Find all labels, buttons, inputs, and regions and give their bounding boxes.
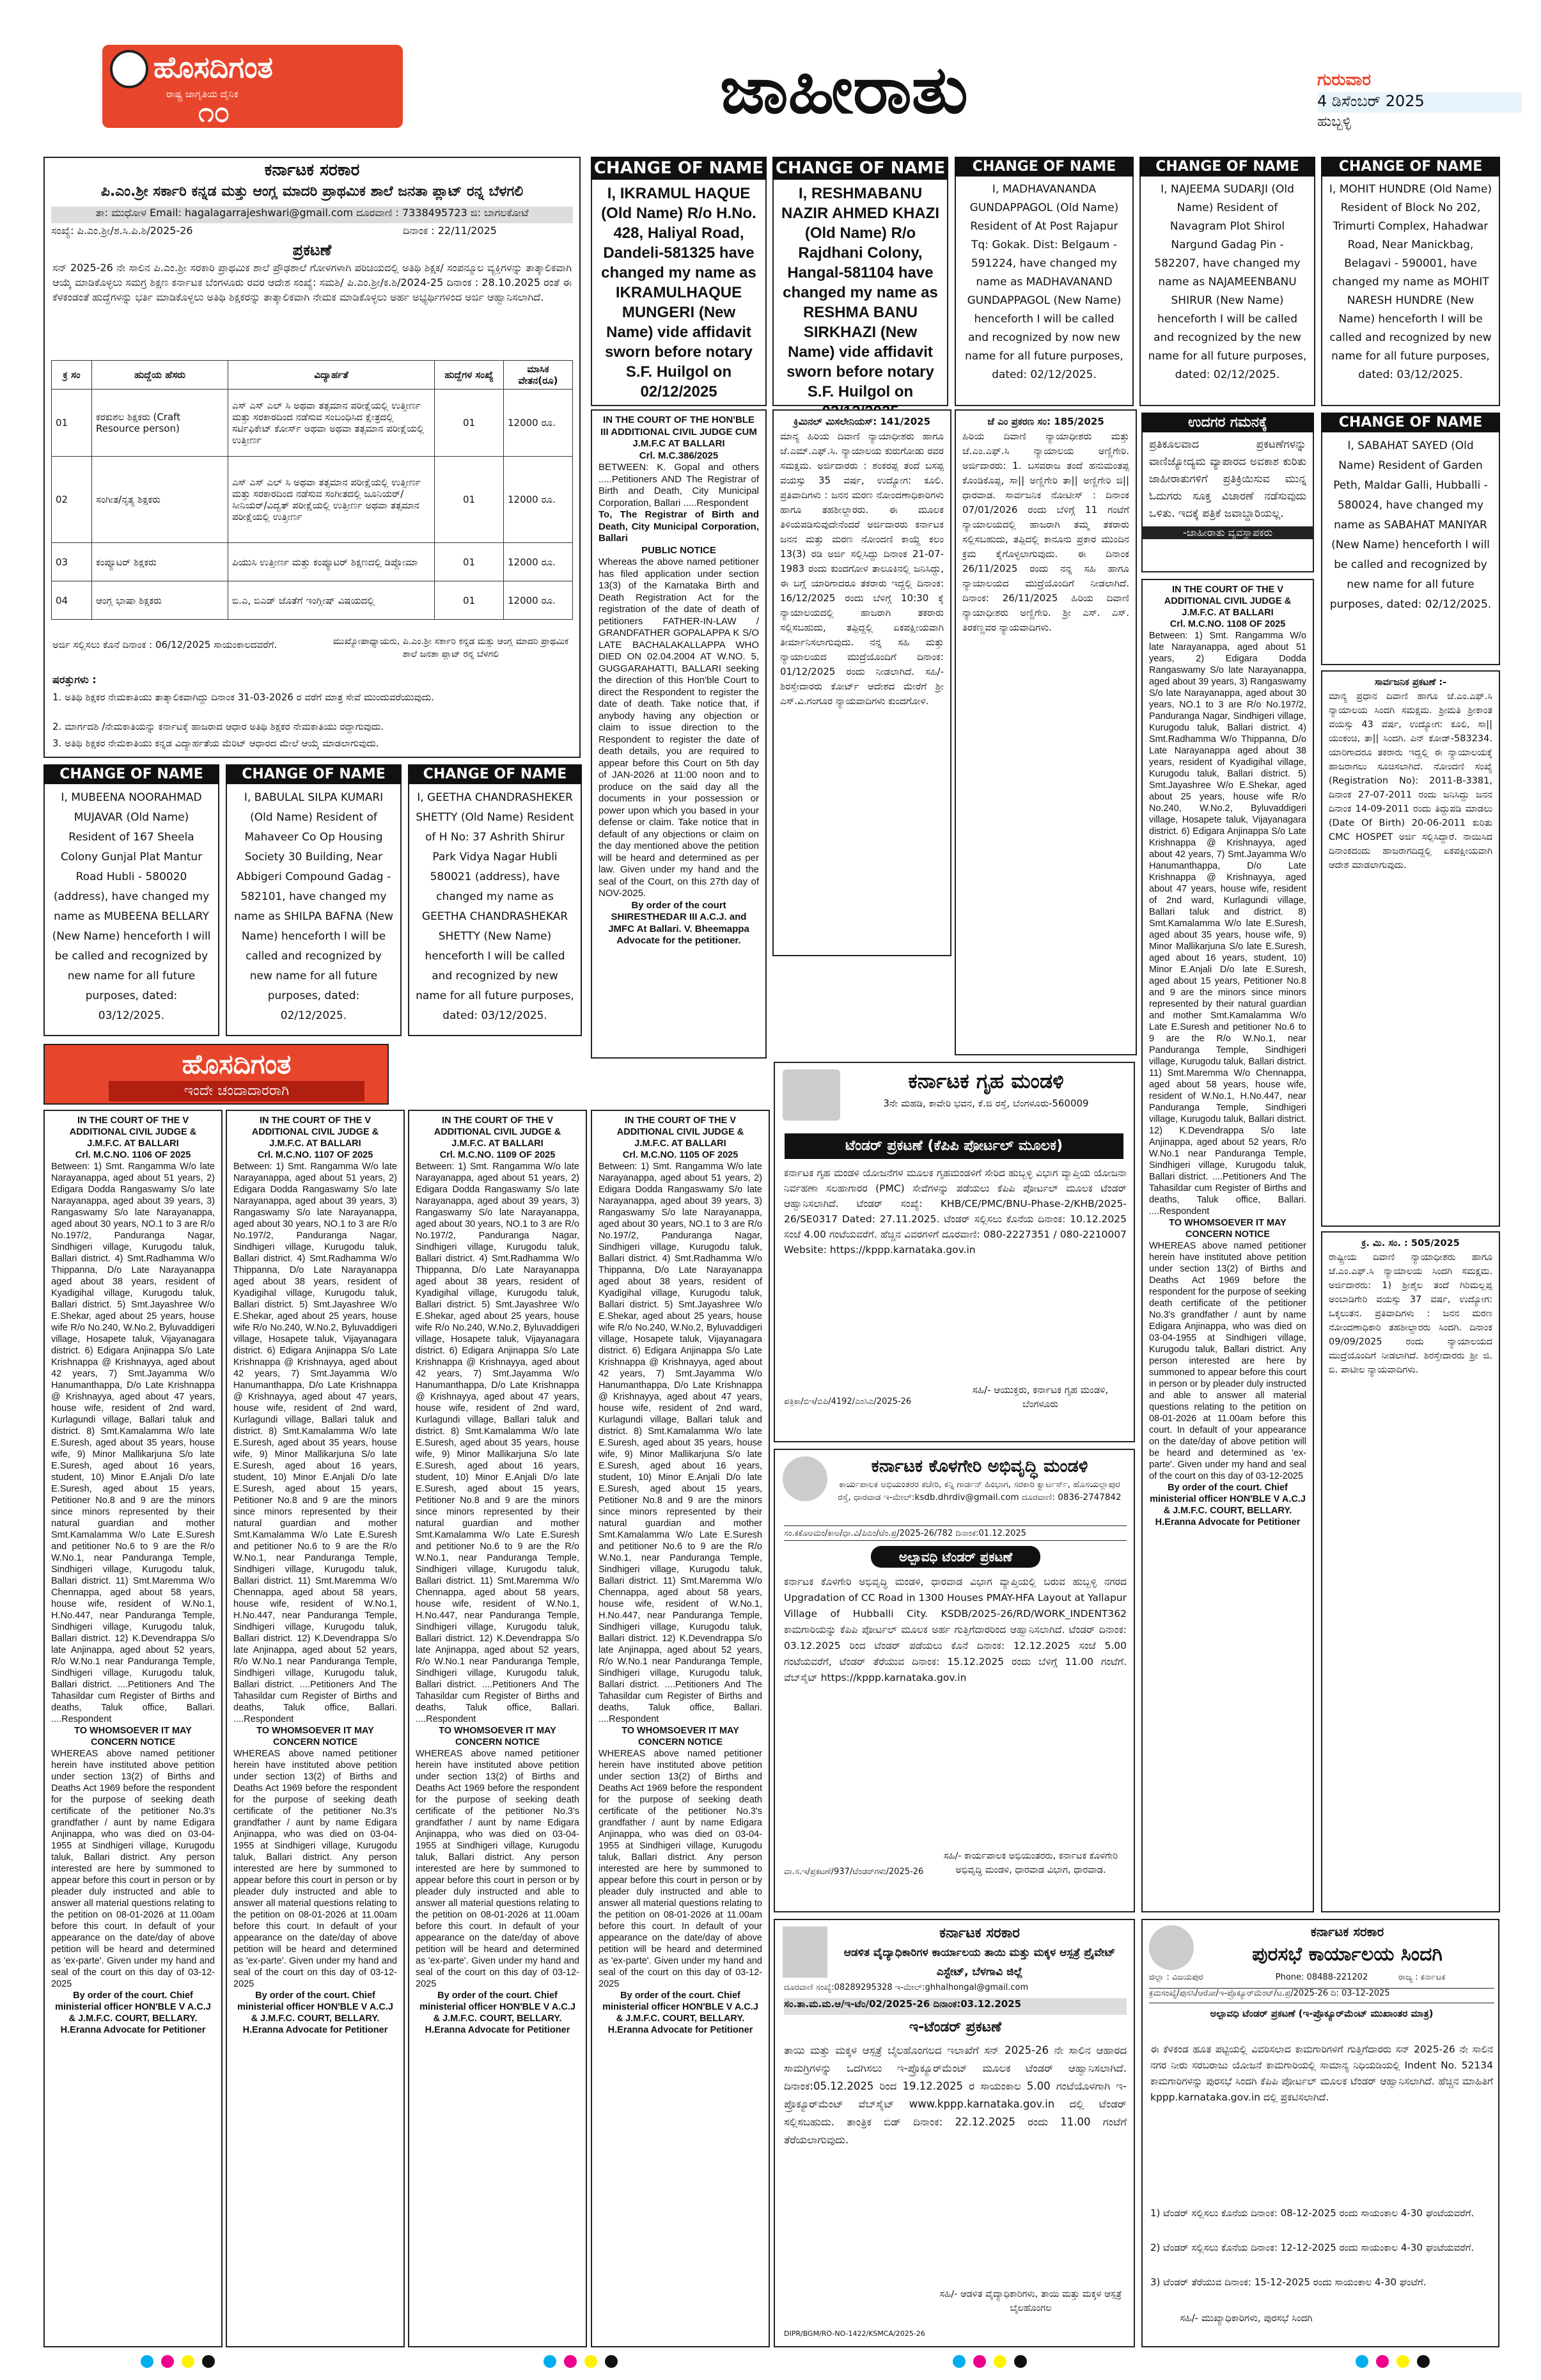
district: ಜಿಲ್ಲಾ : ವಿಜಯಪುರ: [1149, 1973, 1203, 1982]
cyan-dot: [953, 2355, 966, 2368]
col-post: ಹುದ್ದೆಯ ಹೆಸರು: [92, 361, 228, 390]
change-of-name-heading: CHANGE OF NAME: [226, 764, 402, 784]
notice-title: ಸಾರ್ವಜನಿಕ ಪ್ರಕಟಣೆ :-: [1374, 677, 1447, 688]
change-of-name-text: I, SABAHAT SAYED (Old Name) Resident of Garden Peth, Maldar Galli, Hubballi - 580024, have changed my name as SABAHAT MANIYAR (New Name) henceforth I will be called and recognized by new name for all future purposes, dated: 02/12/2025.: [1329, 439, 1492, 611]
change-of-name-6: [43, 764, 219, 1036]
v-addl-court-notice-5: IN THE COURT OF THE V ADDITIONAL CIVIL JUDGE & J.M.F.C. AT BALLARI Crl. M.C.NO. 1108 OF 2025 Between: 1) Smt. Rangamma W/o late Narayanappa, aged about 51 years, 2) Edigara Dodda Rangaswamy S/o late Narayanappa, aged about 39 years, 3) Rangaswamy S/o late Narayanappa, aged about 30 years, NO.1 to 3 are R/o No.197/2, Panduranga Nagar, Sindhigeri village, Kurugodu taluk, Ballari district. 4) Smt.Radhamma W/o Thippanna, D/o Late Narayanappa aged about 38 years, resident of Kyadigihal village, Kurugodu taluk, Ballari district. 5) Smt.Jayashree W/o E.Shekar, aged about 25 years, house wife R/o No.240, W.No.2, Byluvaddigeri village, Hosapete taluk, Vijayanagara district. 6) Edigara Anjinappa S/o Late Krishnappa @ Krishnayya, aged about 42 years, 7) Smt.Jayamma W/o Hanumanthappa, D/o Late Krishnappa @ Krishnayya, aged about 47 years, house wife, resident of 2nd ward, Kurlagundi village, Ballari taluk and district. 8) Smt.Kamalamma W/o late E.Suresh, aged about 35 years, house wife, 9) Minor Mallikarjuna S/o late E.Suresh, aged about 16 years, student, 10) Minor E.Anjali D/o late E.Suresh, aged about 15 years, Petitioner No.8 and 9 are the minors since minors represented by their natural guardian and mother Smt.Kamalamma W/o Late E.Suresh and petitioner No.6 to 9 are the R/o W.No.1, near Panduranga Temple, Sindhigeri village, Kurugodu taluk, Ballari district. 11) Smt.Maremma W/o Chennappa, aged about 58 years, house wife, resident of W.No.1, H.No.447, near Panduranga Temple, Sindhigeri village, Kurugodu taluk, Ballari district. 12) K.Devendrappa S/o late Anjinappa, aged about 52 years, R/o W.No.1 near Panduranga Temple, Sindhigeri village, Kurugodu taluk, Ballari district. ....Petitioners And The Tahasildar cum Register of Births and deaths, Taluk office, Ballari. ....Respondent TO WHOMSOEVER IT MAY CONCERN NOTICE WHEREAS above named petitioner herein have instituted above petition under section 13(2) of Births and Deaths Act 1969 before the respondent for the purpose of seeking death certificate of the petitioner No.3's grandfather / aunt by name Edigara Anjinappa, who was died on 03-04-1955 at Sindhigeri village, Kurugodu taluk, Ballari district. Any person interested are here by summoned to appear before this court in person or by pleader duly instructed and able to answer all material questions relating to the petition on 08-01-2026 at 11.00am before this court. In default of your appearance on the date/day of above petition will be heard and determined as 'ex-parte'. Given under my hand and seal of the court on this day of 03-12-2025 By order of the court. Chief ministerial officer HON'BLE V A.C.J & J.M.F.C. COURT, BELLARY. H.Eranna Advocate for Petitioner: [1141, 579, 1314, 1912]
tender-body: ಈ ಕೆಳಕಂಡ ಹೂತ ಪಟ್ಟಿಯಲ್ಲಿ ವಿವರಿಸಲಾದ ಕಾಮಗಾರಿಗಳಿಗೆ ಗುತ್ತಿಗೆದಾರರು ಸನ್ 2025-26 ನೇ ಸಾಲಿನ ನಗರ ನೀರು ಸರಬರಾಜು ಯೋಜನೆ ಕಾಮಗಾರಿಯಲ್ಲಿ ಸಾಮಾನ್ಯ ನಿಧಿಯಡಿಯಲ್ಲಿ Indent No. 52134 ಕಾಮಗಾರಿಗಳನ್ನು ಪುರಸಭೆ ಸಿಂದಗಿ ಕೆಪಿಪಿ ಪೋರ್ಟಲ್ ಮೂಲಕ ಟೆಂಡರ್ ಆಹ್ವಾನಿಸಲಾಗಿದೆ. ಹೆಚ್ಚಿನ ಮಾಹಿತಿಗೆ kppp.karnataka.gov.in ದಲ್ಲಿ ಪ್ರಕಟಿಸಲಾಗಿದೆ.: [1150, 2044, 1493, 2103]
black-dot: [1014, 2355, 1027, 2368]
readers-notice: [1141, 413, 1314, 572]
notice-title: ಕ್ರಿಮಿನಲ್ ಮಿಸಲೇನಿಯಸ್: 141/2025: [793, 416, 931, 427]
cyan-dot: [1356, 2355, 1368, 2368]
notice-date: ದಿನಾಂಕ : 22/11/2025: [403, 225, 497, 237]
tender-body: ಕರ್ನಾಟಕ ಕೊಳಗೇರಿ ಅಭಿವೃದ್ಧಿ ಮಂಡಳಿ, ಧಾರವಾಡ ವಿಭಾಗ ವ್ಯಾಪ್ತಿಯಲ್ಲಿ ಬರುವ ಹುಬ್ಬಳ್ಳಿ ನಗರದ Upgradation of CC Road in 1300 Houses PMAY-HFA Layout at Yallapur Village of Hubballi City. KSDB/2025-26/RD/WORK_INDENT362 ಕಾಮಗಾರಿಯನ್ನು ಕೆಪಿಪಿ ಪೋರ್ಟಲ್ ಮೂಲಕ ಅರ್ಹ ಗುತ್ತಿಗೆದಾರರಿಂದ ಆಹ್ವಾನಿಸಲಾಗಿದೆ. ಟೆಂಡರ್ ದಿನಾಂಕ: 03.12.2025 ರಿಂದ ಟೆಂಡರ್ ಪಡೆಯಲು ಕೊನೆ ದಿನಾಂಕ: 12.12.2025 ಸಂಜೆ 5.00 ಗಂಟೆಯವರೆಗೆ, ಟೆಂಡರ್ ತೆರೆಯುವ ದಿನಾಂಕ: 15.12.2025 ರಂದು ಬೆಳಿಗ್ಗೆ 11.00 ಗಂಟೆಗೆ. ವೆಬ್‌ಸೈಟ್ https://kppp.karnataka.gov.in: [784, 1576, 1127, 1683]
change-of-name-text: I, MADHAVANANDA GUNDAPPAGOL (Old Name) Resident of At Post Rajapur Tq: Gokak. Dist: Belgaum - 591224, have changed my name as MADHAVANAND GUNDAPPAGOL (New Name) henceforth I will be called and recognized by now new name for all future purposes, dated: 02/12/2025.: [965, 183, 1123, 381]
change-of-name-2: [772, 157, 948, 406]
magenta-dot: [564, 2355, 577, 2368]
org-name: ಕರ್ನಾಟಕ ಸರಕಾರ: [1310, 1924, 1384, 1939]
kn-right-notice-2: [1321, 1231, 1500, 1912]
sindagi-logo-icon: [1149, 1925, 1194, 1970]
tender-title: ಟೆಂಡರ್ ಪ್ರಕಟಣೆ (ಕೆಪಿಪಿ ಪೋರ್ಟಲ್ ಮೂಲಕ): [785, 1133, 1123, 1159]
notice-heading: ಪ್ರಕಟಣೆ: [292, 241, 332, 259]
page-number: ೧೦: [198, 96, 230, 129]
change-of-name-3: [955, 157, 1134, 406]
change-of-name-7: [226, 764, 402, 1036]
change-of-name-text: I, BABULAL SILPA KUMARI (Old Name) Resident of Mahaveer Co Op Housing Society 30 Building, Near Abbigeri Compound Gadag - 582101, have changed my name as SHILPA BAFNA (New Name) henceforth I will be called and recognized by new name for all future purposes, dated: 02/12/2025.: [233, 791, 394, 1022]
notice-body: ಮಾನ್ಯ ಹಿರಿಯ ದಿವಾಣಿ ನ್ಯಾಯಾಧೀಶರು ಹಾಗೂ ಜೆ.ಎಮ್.ಎಫ್.ಸಿ. ನ್ಯಾಯಾಲಯ ಕುರುಗೋಡು ರವರ ಸಮಕ್ಷಮ. ಅರ್ಜಿದಾರರು : ಶಂಕರಪ್ಪ ತಂದೆ ಬಸಪ್ಪ ವಯಸ್ಸು 35 ವರ್ಷ, ಉದ್ಯೋಗ: ಕೂಲಿ. ಪ್ರತಿವಾದಿಗಳು : ಜನನ ಮರಣ ನೋಂದಣಾಧಿಕಾರಿಗಳು ಹಾಗೂ ತಹಶೀಲ್ದಾರರು. ಈ ಮೂಲಕ ತಿಳಿಯಪಡಿಸುವುದೇನೆಂದರೆ ಅರ್ಜಿದಾರರು ಕರ್ನಾಟಕ ಜನನ ಮತ್ತು ಮರಣ ನೋಂದಣಿ ಕಾಯ್ದೆ ಕಲಂ 13(3) ರಡಿ ಅರ್ಜಿ ಸಲ್ಲಿಸಿದ್ದು ದಿನಾಂಕ 21-07-1983 ರಂದು ಕುಂದಗೋಳ ತಾಲೂಕಿನಲ್ಲಿ ಜನಿಸಿದ್ದು, ಈ ಬಗ್ಗೆ ಯಾರಿಗಾದರೂ ತಕರಾರು ಇದ್ದಲ್ಲಿ ದಿನಾಂಕ: 16/12/2025 ರಂದು ಬೆಳಿಗ್ಗೆ 10:30 ಕ್ಕೆ ನ್ಯಾಯಾಲಯದಲ್ಲಿ ಹಾಜರಾಗಿ ತಕರಾರು ಸಲ್ಲಿಸಬಹುದು, ತಪ್ಪಿದ್ದಲ್ಲಿ ಏಕಪಕ್ಷೀಯವಾಗಿ ತೀರ್ಮಾನಿಸಲಾಗುವುದು. ನನ್ನ ಸಹಿ ಮತ್ತು ನ್ಯಾಯಾಲಯದ ಮುದ್ರೆಯೊಂದಿಗೆ ದಿನಾಂಕ: 01/12/2025 ರಂದು ನೀಡಲಾಗಿದೆ. ಸಹಿ/- ಶಿರಸ್ತೇದಾರರು ಕೋರ್ಟ್ ಆದೇಶದ ಮೇರೆಗೆ ಶ್ರೀ ಎಸ್.ವಿ.ಗಂಗೂರ ನ್ಯಾಯವಾದಿಗಳು ಕುಂದಗೋಳ.: [780, 430, 944, 707]
registration-marks-3: [953, 2355, 1035, 2368]
notice-title: ಜೆ ಎಂ ಪ್ರಕರಣ ಸಂ: 185/2025: [987, 416, 1104, 427]
change-of-name-text: I, MUBEENA NOORAHMAD MUJAVAR (Old Name) Resident of 167 Sheela Colony Gunjal Plat Mantur Road Hubli - 580020 (address), have changed my name as MUBEENA BELLARY (New Name) henceforth I will be called and recognized by new name for all future purposes, dated: 03/12/2025.: [52, 791, 211, 1022]
notice-body: ಹಿರಿಯ ದಿವಾಣಿ ನ್ಯಾಯಾಧೀಶರು ಮತ್ತು ಜೆ.ಎಂ.ಎಫ್.ಸಿ ನ್ಯಾಯಾಲಯ ಅಣ್ಣಿಗೇರಿ. ಅರ್ಜಿದಾರರು: 1. ಬಸವರಾಜ ತಂದೆ ಹನುಮಂತಪ್ಪ ಕೊಂಡಿಕೊಪ್ಪ, ಸಾ|| ಅಣ್ಣಿಗೇರಿ ತಾ|| ಅಣ್ಣಿಗೇರಿ ಜಿ|| ಧಾರವಾಡ. ಸಾರ್ವಜನಿಕ ನೋಟೀಸ್ : ದಿನಾಂಕ 07/01/2026 ರಂದು ಬೆಳಿಗ್ಗೆ 11 ಗಂಟೆಗೆ ನ್ಯಾಯಾಲಯದಲ್ಲಿ ಹಾಜರಾಗಿ ತಮ್ಮ ತಕರಾರು ಸಲ್ಲಿಸಬಹುದು, ತಪ್ಪಿದಲ್ಲಿ ಕಾನೂನು ಪ್ರಕಾರ ಮುಂದಿನ ಕ್ರಮ ಕೈಗೊಳ್ಳಲಾಗುವುದು. ಈ ದಿನಾಂಕ 26/11/2025 ರಂದು ನನ್ನ ಸಹಿ ಹಾಗೂ ನ್ಯಾಯಾಲಯದ ಮುದ್ರೆಯೊಂದಿಗೆ ನೀಡಲಾಗಿದೆ. ದಿನಾಂಕ: 26/11/2025 ಹಿರಿಯ ದಿವಾಣಿ ನ್ಯಾಯಾಧೀಶರು ಅಣ್ಣಿಗೇರಿ. ಶ್ರೀ ಎಸ್. ಎಸ್. ತಿರಕಣ್ಣವರ ನ್ಯಾಯವಾದಿಗಳು.: [962, 430, 1129, 633]
court-name: IN THE COURT OF THE HON'BLE III ADDITIONAL CIVIL JUDGE CUM J.M.F.C AT BALLARI: [600, 414, 757, 449]
tender-title: ಅಲ್ಪಾವಧಿ ಟೆಂಡರ್ ಪ್ರಕಟಣೆ: [871, 1546, 1040, 1568]
tender-ref-2: ವಾ.ಸ.ಇ/ಪ್ರಕಟಣೆ/937/ಟೆಂಡರ್‌ಗಳು/2025-26: [784, 1867, 924, 1877]
slum-board-logo-icon: [783, 1456, 827, 1501]
section-title: ಜಾಹೀರಾತು: [720, 51, 968, 129]
govt-title: ಕರ್ನಾಟಕ ಸರಕಾರ: [264, 161, 360, 180]
masthead-title: ಹೊಸದಿಗಂತ: [153, 50, 273, 84]
yellow-dot: [994, 2355, 1006, 2368]
date-label: 4 ಡಿಸೆಂಬರ್ 2025: [1317, 92, 1522, 113]
change-of-name-heading: CHANGE OF NAME: [1321, 157, 1500, 177]
tender-sign: ಸಹಿ/- ಕಾರ್ಯಪಾಲಕ ಅಭಿಯಂತರರು, ಕರ್ನಾಟಕ ಕೊಳಗೇರಿ ಅಭಿವೃದ್ಧಿ ಮಂಡಳಿ, ಧಾರವಾಡ ವಿಭಾಗ, ಧಾರವಾಡ.: [943, 1851, 1118, 1875]
tender-sign: ಸಹಿ/- ಮುಖ್ಯಾಧಿಕಾರಿಗಳು, ಪುರಸಭೆ ಸಿಂದಗಿ: [1180, 2312, 1313, 2324]
notice-body: Whereas the above named petitioner has filed application under section 13(3) of the Karnataka Birth and Death Registration Act for the registration of the date of death of petitioners FATHER-IN-LAW / GRANDFATHER GOPALAPPA K S/O LATE BACHALAKALLAPPA WHO DIED ON 02.04.2004 AT W.NO. 5, GUGGARAHATTI, BALLARI seeking the direction of this Hon'ble Court to direct the Respondent to register the date of death. Take notice that, if anybody having any objection or claim to issue direction to the Respondent to register the date of death details, you are required to appear before this Court on 5th day of JAN-2026 at 11:00 noon and to produce on the said day all the documents in your possession or power upon which you based in your defense or claim. Take notice that in default of any objections or claim on the day mentioned above the petition will be heard and determined as per law. Given under my hand and the seal of the Court, on this 27th day of NOV-2025.: [598, 556, 759, 899]
org-name: ಕರ್ನಾಟಕ ಕೊಳಗೇರಿ ಅಭಿವೃದ್ಧಿ ಮಂಡಳಿ: [871, 1456, 1088, 1476]
org-name: ಕರ್ನಾಟಕ ಸರಕಾರ: [939, 1925, 1020, 1941]
table-row: 02 ಸಂಗೀತ/ನೃತ್ಯ ಶಿಕ್ಷಕರು ಎಸ್ ಎಸ್ ಎಲ್ ಸಿ ಅಥವಾ ತತ್ಸಮಾನ ಪರೀಕ್ಷೆಯಲ್ಲಿ ಉತ್ತೀರ್ಣ ಮತ್ತು ಸರಕಾರದಿಂದ ನಡೆಸುವ ಸಂಗೀತದಲ್ಲಿ ಜೂನಿಯರ್/ಸೀನಿಯರ್/ವಿದ್ವತ್ ಪರೀಕ್ಷೆಯಲ್ಲಿ ಉತ್ತೀರ್ಣ ಅಥವಾ ತತ್ಸಮಾನ ಪರೀಕ್ಷೆಯಲ್ಲಿ ಉತ್ತೀರ್ಣ 01 12000 ರೂ.: [52, 457, 573, 543]
last-date: ಅರ್ಜಿ ಸಲ್ಲಿಸಲು ಕೊನೆ ದಿನಾಂಕ : 06/12/2025 ಸಾಯಂಕಾಲದವರೆಗೆ.: [52, 639, 278, 650]
change-of-name-text: I, RESHMABANU NAZIR AHMED KHAZI (Old Name) R/o Rajdhani Colony, Hangal-581104 have changed my name as RESHMA BANU SIRKHAZI (New Name) vide affidavit sworn before notary S.F. Huilgol on: [781, 185, 940, 400]
tender-item-2: 2) ಟೆಂಡರ್ ಸಲ್ಲಿಸಲು ಕೊನೆಯ ದಿನಾಂಕ: 12-12-2025 ರಂದು ಸಾಯಂಕಾಲ 4-30 ಘಂಟೆಯವರೆಗೆ.: [1150, 2242, 1475, 2253]
promo-subtitle: ಇಂದೇ ಚಂದಾದಾರರಾಗಿ: [109, 1081, 364, 1101]
change-of-name-1: [591, 157, 767, 406]
ref-no: ಸಂಖ್ಯೆ: ಪಿ.ಎಂ.ಶ್ರೀ/ಶ.ಸಿ.ಪಿ.ಶಿ/2025-26: [51, 225, 193, 237]
change-of-name-5: [1321, 157, 1500, 406]
masthead-block: [102, 45, 403, 128]
v-addl-court-notice-4: IN THE COURT OF THE V ADDITIONAL CIVIL JUDGE & J.M.F.C. AT BALLARI Crl. M.C.NO. 1105 OF 2025 Between: 1) Smt. Rangamma W/o late Narayanappa, aged about 51 years, 2) Edigara Dodda Rangaswamy S/o late Narayanappa, aged about 39 years, 3) Rangaswamy S/o late Narayanappa, aged about 30 years, NO.1 to 3 are R/o No.197/2, Panduranga Nagar, Sindhigeri village, Kurugodu taluk, Ballari district. 4) Smt.Radhamma W/o Thippanna, D/o Late Narayanappa aged about 38 years, resident of Kyadigihal village, Kurugodu taluk, Ballari district. 5) Smt.Jayashree W/o E.Shekar, aged about 25 years, house wife R/o No.240, W.No.2, Byluvaddigeri village, Hosapete taluk, Vijayanagara district. 6) Edigara Anjinappa S/o Late Krishnappa @ Krishnayya, aged about 42 years, 7) Smt.Jayamma W/o Hanumanthappa, D/o Late Krishnappa @ Krishnayya, aged about 47 years, house wife, resident of 2nd ward, Kurlagundi village, Ballari taluk and district. 8) Smt.Kamalamma W/o late E.Suresh, aged about 35 years, house wife, 9) Minor Mallikarjuna S/o late E.Suresh, aged about 16 years, student, 10) Minor E.Anjali D/o late E.Suresh, aged about 15 years, Petitioner No.8 and 9 are the minors since minors represented by their natural guardian and mother Smt.Kamalamma W/o Late E.Suresh and petitioner No.6 to 9 are the R/o W.No.1, near Panduranga Temple, Sindhigeri village, Kurugodu taluk, Ballari district. 11) Smt.Maremma W/o Chennappa, aged about 58 years, house wife, resident of W.No.1, H.No.447, near Panduranga Temple, Sindhigeri village, Kurugodu taluk, Ballari district. 12) K.Devendrappa S/o late Anjinappa, aged about 52 years, R/o W.No.1 near Panduranga Temple, Sindhigeri village, Kurugodu taluk, Ballari district. ....Petitioners And The Tahasildar cum Register of Births and deaths, Taluk office, Ballari. ....Respondent TO WHOMSOEVER IT MAY CONCERN NOTICE WHEREAS above named petitioner herein have instituted above petition under section 13(2) of Births and Deaths Act 1969 before the respondent for the purpose of seeking death certificate of the petitioner No.3's grandfather / aunt by name Edigara Anjinappa, who was died on 03-04-1955 at Sindhigeri village, Kurugodu taluk, Ballari district. Any person interested are here by summoned to appear before this court in person or by pleader duly instructed and able to answer all material questions relating to the petition on 08-01-2026 at 11.00am before this court. In default of your appearance on the date/day of above petition will be heard and determined as 'ex-parte'. Given under my hand and seal of the court on this day of 03-12-2025 By order of the court. Chief ministerial officer HON'BLE V A.C.J & J.M.F.C. COURT, BELLARY. H.Eranna Advocate for Petitioner: [591, 1110, 770, 2347]
yellow-dot: [182, 2355, 194, 2368]
change-of-name-heading: CHANGE OF NAME: [43, 764, 219, 784]
note-1: 1. ಅತಿಥಿ ಶಿಕ್ಷಕರ ನೇಮಕಾತಿಯು ತಾತ್ಕಾಲಿಕವಾಗಿದ್ದು ದಿನಾಂಕ 31-03-2026 ರ ವರೆಗೆ ಮಾತ್ರ ಸೇವೆ ಮುಂದುವರೆಯುವುದು.: [52, 691, 434, 703]
tender-ref: ಕ್ರಮಸಂಖ್ಯೆ/ಪುಸಸಿ/ಆರೋ/ಇ-ಪ್ರೊಕ್ಯೂರ್‌ಮೆಂಟ್/ಟ.ಪ್ರ/2025-26 ದಿ: 03-12-2025: [1149, 1988, 1494, 2003]
change-of-name-heading: CHANGE OF NAME: [772, 157, 948, 180]
notice-body: ಮಾನ್ಯ ಪ್ರಧಾನ ದಿವಾಣಿ ಹಾಗೂ ಜೆ.ಎಂ.ಎಫ್.ಸಿ ನ್ಯಾಯಾಲಯ ಸಿಂದಗಿ ಸಮಕ್ಷಮ. ಶ್ರೀಮತಿ ಶ್ರೀಕಾಂತ ವಯಸ್ಸು 43 ವರ್ಷ, ಉದ್ಯೋಗ: ಕೂಲಿ, ಸಾ|| ಯಂಕಂಚಿ, ತಾ|| ಸಿಂದಗಿ. ಪಿನ್ ಕೋಡ್-583234. ಯಾರಿಗಾದರೂ ತಕರಾರು ಇದ್ದಲ್ಲಿ ಈ ನ್ಯಾಯಾಲಯಕ್ಕೆ ಹಾಜರಾಗಲು ಸೂಚಿಸಲಾಗಿದೆ. ನೋಂದಣಿ ಸಂಖ್ಯೆ (Registration No): 2011-B-3381, ದಿನಾಂಕ 27-07-2011 ರಂದು ಜನಿಸಿದ್ದು ಜನನ ದಿನಾಂಕ 14-09-2011 ರಂದು ತಿದ್ದುಪಡಿ ಮಾಡಲು (Date Of Birth) 20-06-2011 ಕುರಿತು CMC HOSPET ಅರ್ಜಿ ಸಲ್ಲಿಸಿದ್ದಾರೆ. ನಾಯಿಸಿದ ದಿನಾಂಕದಂದು ಹಾಜರಾಗದಿದ್ದಲ್ಲಿ ಏಕಪಕ್ಷೀಯವಾಗಿ ಆದೇಶ ಮಾಡಲಾಗುವುದು.: [1329, 691, 1492, 871]
change-of-name-text: I, NAJEEMA SUDARJI (Old Name) Resident of Navagram Plot Shirol Nargund Gadag Pin - 582207, have changed my name as NAJAMEENBANU SHIRUR (New Name) henceforth I will be called and recognized by the new name for all future purposes, dated: 02/12/2025.: [1148, 183, 1307, 381]
kn-court-notice-1: [772, 409, 951, 956]
magenta-dot: [973, 2355, 986, 2368]
col-count: ಹುದ್ದೆಗಳ ಸಂಖ್ಯೆ: [435, 361, 504, 390]
tender-title: ಅಲ್ಪಾವಧಿ ಟೆಂಡರ್ ಪ್ರಕಟಣೆ (ಇ-ಪ್ರೊಕ್ಯೂರ್‌ಮೆಂಟ್ ಮುಖಾಂತರ ಮಾತ್ರ): [1210, 2008, 1434, 2019]
school-contact: ತಾ: ಮುಧೋಳ Email: hagalagarrajeshwari@gmail.com ದೂರವಾಣಿ : 7338495723 ಜಿ: ಬಾಗಲಕೋಟೆ: [51, 207, 573, 223]
notice-body: ಸನ್ 2025-26 ನೇ ಸಾಲಿನ ಪಿ.ಎಂ.ಶ್ರೀ ಸರಕಾರಿ ಪ್ರಾಥಮಿಕ ಶಾಲೆ ಪ್ರೌಢಶಾಲೆ ಗೋಳಗಳಾಗಿ ಪರಿಚಿಯದಲ್ಲಿ ಅತಿಥಿ ಶಿಕ್ಷಕ/ ಸಂಪನ್ಮೂಲ ವ್ಯಕ್ತಿಗಳನ್ನು ತಾತ್ಕಾಲಿಕವಾಗಿ ಆಯ್ಕೆ ಮಾಡಿಕೊಳ್ಳಲು ಸಮಗ್ರ ಶಿಕ್ಷಣ ಕರ್ನಾಟಕ ಬೆಂಗಳೂರು ರವರ ಆದೇಶ ಸಂಖ್ಯೆ: ಸಮಶಿ/ ಪಿ.ಎಂ.ಶ್ರೀ/ಕ.ಶಿ/2024-25 ದಿನಾಂಕ : 28.10.2025 ರಂತೆ ಈ ಕೆಳಕಂಡಂತೆ ಹುದ್ದೆಗಳನ್ನು ಭರ್ತಿ ಮಾಡಿಕೊಳ್ಳಲು ಅತಿಥಿ ಶಿಕ್ಷಕರನ್ನು ತಾತ್ಕಾಲಿಕವಾಗಿ ನೇಮಕ ಮಾಡಿಕೊಳ್ಳಲು ಅರ್ಹ ಅಭ್ಯರ್ಥಿಗಳಿಂದ ಅರ್ಜಿ ಆಹ್ವಾನಿಸಲಾಗಿದೆ.: [52, 262, 572, 303]
slum-board-tender: [774, 1449, 1135, 1912]
school-name: ಪಿ.ಎಂ.ಶ್ರೀ ಸರ್ಕಾರಿ ಕನ್ನಡ ಮತ್ತು ಆಂಗ್ಲ ಮಾದರಿ ಪ್ರಾಥಮಿಕ ಶಾಲೆ ಜನತಾ ಪ್ಲಾಟ್ ರನ್ನ ಬೆಳಗಲಿ: [100, 184, 524, 200]
magenta-dot: [1376, 2355, 1389, 2368]
org-contact: ದೂರವಾಣಿ ಸಂಖ್ಯೆ:08289295328 ಇ-ಮೇಲ್:ghhalhongal@gmail.com: [784, 1983, 1029, 1992]
school-notice: [43, 157, 581, 758]
tender-ref: ಪತ್ರಿಕಾ/ಬಿಇ/ಬಿಪಿ/4192/ಎಂಸಿಎ/2025-26: [784, 1397, 912, 1407]
masthead-logo: [102, 45, 403, 128]
org-office: ಆಡಳಿತ ವೈದ್ಯಾಧಿಕಾರಿಗಳ ಕಾರ್ಯಾಲಯ ತಾಯಿ ಮತ್ತು ಮಕ್ಕಳ ಆಸ್ಪತ್ರೆ ಪ್ರೈವೇಟ್ ಎಸ್ಟೇಟ್, ಬೆಳಗಾವಿ ಜಿಲ್ಲೆ: [843, 1946, 1116, 1978]
change-of-name-heading: CHANGE OF NAME: [955, 157, 1134, 177]
org-office: ಪುರಸಭೆ ಕಾರ್ಯಾಲಯ ಸಿಂದಗಿ: [1252, 1943, 1443, 1966]
health-dept-tender: [774, 1919, 1135, 2347]
tender-item-1: 1) ಟೆಂಡರ್ ಸಲ್ಲಿಸಲು ಕೊನೆಯ ದಿನಾಂಕ: 08-12-2025 ರಂದು ಸಾಯಂಕಾಲ 4-30 ಘಂಟೆಯವರೆಗೆ.: [1150, 2207, 1475, 2219]
posts-table: [51, 360, 573, 629]
readers-notice-footer: -ಜಾಹೀರಾತು ವ್ಯವಸ್ಥಾಪಕರು: [1143, 526, 1313, 539]
change-of-name-heading: CHANGE OF NAME: [1321, 413, 1500, 432]
ballari-court-notice: [591, 409, 767, 1059]
note-2: 2. ಮಾರ್ಗದಶಿ /ನೇಮಕಾತಿಯನ್ನು ಕರ್ನಾಟಕ್ಕೆ ಹಾಜರಾದ ಆಧಾರ ಅತಿಥಿ ಶಿಕ್ಷಕರ ನೇಮಕಾತಿಯು ರದ್ದಾಗುವುದು.: [52, 721, 384, 732]
promo-banner: [43, 1044, 389, 1105]
notice-sign: By order of the court SHIRESTHEDAR III A.C.J. and JMFC At Ballari. V. Bheemappa Advocate for the petitioner.: [608, 899, 749, 946]
col-no: ಕ್ರ ಸಂ: [52, 361, 92, 390]
black-dot: [202, 2355, 215, 2368]
kn-right-notice-1: [1321, 670, 1500, 1227]
housing-board-logo-icon: [783, 1069, 840, 1121]
registration-marks-2: [544, 2355, 625, 2368]
case-number: Crl. M.C.386/2025: [639, 450, 719, 461]
tender-item-3: 3) ಟೆಂಡರ್ ತೆರೆಯುವ ದಿನಾಂಕ: 15-12-2025 ರಂದು ಸಾಯಂಕಾಲ 4-30 ಘಂಟೆಗೆ.: [1150, 2276, 1427, 2288]
notice-title: ಕ್ರ. ಮಿ. ಸಂ. : 505/2025: [1361, 1238, 1460, 1249]
org-address: 3ನೇ ಮಹಡಿ, ಕಾವೇರಿ ಭವನ, ಕೆ.ಜಿ ರಸ್ತೆ, ಬೆಂಗಳೂರು-560009: [883, 1098, 1089, 1109]
sindagi-tender: [1141, 1919, 1499, 2347]
magenta-dot: [161, 2355, 174, 2368]
housing-board-tender: [774, 1062, 1135, 1442]
change-of-name-sabahat: [1321, 413, 1500, 665]
case-parties: BETWEEN: K. Gopal and others .....Petitioners AND The Registrar of Birth and Death, City Municipal Corporation, Ballari .....Respondent: [598, 462, 759, 508]
registration-marks-1: [141, 2355, 223, 2368]
registration-marks-4: [1356, 2355, 1437, 2368]
cyan-dot: [141, 2355, 153, 2368]
signatory: ಮುಖ್ಯೋಪಾಧ್ಯಾಯರು, ಪಿ.ಎಂ.ಶ್ರೀ ಸರ್ಕಾರಿ ಕನ್ನಡ ಮತ್ತು ಆಂಗ್ಲ ಮಾದರಿ ಪ್ರಾಥಮಿಕ ಶಾಲೆ ಜನತಾ ಪ್ಲಾಟ್ ರನ್ನ ಬೆಳಗಲಿ: [332, 636, 569, 659]
day-label: ಗುರುವಾರ: [1317, 70, 1371, 90]
change-of-name-4: [1139, 157, 1315, 406]
notes-title: ಷರತ್ತುಗಳು :: [52, 674, 97, 686]
org-name: ಕರ್ನಾಟಕ ಗೃಹ ಮಂಡಳಿ: [908, 1069, 1064, 1093]
kn-court-notice-2: [955, 409, 1137, 1055]
black-dot: [605, 2355, 618, 2368]
org-address: ಕಾರ್ಯಪಾಲಕ ಅಭಿಯಂತರರ ಕಚೇರಿ, ಕನ್ನಿ ಗಾರ್ಡನ್ ಹಿಂಭಾಗ, ಸರಕಾರಿ ಕ್ವಾರ್ಟರ್ಸ್, ಹೊಸಯಲ್ಲಾಪುರ ರಸ್ತೆ, ಧಾರವಾಡ ಇ-ಮೇಲ್:ksdb.dhrdiv@gmail.com ದೂರವಾಣಿ: 0836-2747842: [838, 1479, 1122, 1502]
masthead-tagline: ರಾಷ್ಟ್ರ ಜಾಗೃತಿಯ ದೈನಿಕ: [166, 88, 239, 100]
change-of-name-heading: CHANGE OF NAME: [1139, 157, 1315, 177]
change-of-name-text: I, MOHIT HUNDRE (Old Name) Resident of Block No 202, Trimurti Complex, Hahadwar Road, Near Manickbag, Belagavi - 590001, have changed my name as MOHIT NARESH HUNDRE (New Name) henceforth I will be called and recognized by new name for all future purposes, dated: 03/12/2025.: [1329, 183, 1492, 381]
readers-notice-title: ಉದಗರ ಗಮನಕ್ಕೆ: [1141, 413, 1314, 432]
black-dot: [1417, 2355, 1430, 2368]
logo-emblem-icon: [110, 50, 148, 88]
table-row: 03 ಕಂಪ್ಯೂಟರ್ ಶಿಕ್ಷಕರು ಪಿಯುಸಿ ಉತ್ತೀರ್ಣ ಮತ್ತು ಕಂಪ್ಯೂಟರ್ ಶಿಕ್ಷಣದಲ್ಲಿ ಡಿಪ್ಲೋಮಾ 01 12000 ರೂ.: [52, 543, 573, 581]
col-qual: ವಿದ್ಯಾರ್ಹತೆ: [228, 361, 435, 390]
note-3: 3. ಅತಿಥಿ ಶಿಕ್ಷಕರ ನೇಮಕಾತಿಯು ಕನ್ನಡ ವಿದ್ಯಾರ್ಹತೆಯ ಮೆರಿಟ್ ಆಧಾರದ ಮೇಲೆ ಆಯ್ಕೆ ಮಾಡಲಾಗುವುದು.: [52, 737, 379, 749]
v-addl-court-notice-2: IN THE COURT OF THE V ADDITIONAL CIVIL JUDGE & J.M.F.C. AT BALLARI Crl. M.C.NO. 1107 OF 2025 Between: 1) Smt. Rangamma W/o late Narayanappa, aged about 51 years, 2) Edigara Dodda Rangaswamy S/o late Narayanappa, aged about 39 years, 3) Rangaswamy S/o late Narayanappa, aged about 30 years, NO.1 to 3 are R/o No.197/2, Panduranga Nagar, Sindhigeri village, Kurugodu taluk, Ballari district. 4) Smt.Radhamma W/o Thippanna, D/o Late Narayanappa aged about 38 years, resident of Kyadigihal village, Kurugodu taluk, Ballari district. 5) Smt.Jayashree W/o E.Shekar, aged about 25 years, house wife R/o No.240, W.No.2, Byluvaddigeri village, Hosapete taluk, Vijayanagara district. 6) Edigara Anjinappa S/o Late Krishnappa @ Krishnayya, aged about 42 years, 7) Smt.Jayamma W/o Hanumanthappa, D/o Late Krishnappa @ Krishnayya, aged about 47 years, house wife, resident of 2nd ward, Kurlagundi village, Ballari taluk and district. 8) Smt.Kamalamma W/o late E.Suresh, aged about 35 years, house wife, 9) Minor Mallikarjuna S/o late E.Suresh, aged about 16 years, student, 10) Minor E.Anjali D/o late E.Suresh, aged about 15 years, Petitioner No.8 and 9 are the minors since minors represented by their natural guardian and mother Smt.Kamalamma W/o Late E.Suresh and petitioner No.6 to 9 are the R/o W.No.1, near Panduranga Temple, Sindhigeri village, Kurugodu taluk, Ballari district. 11) Smt.Maremma W/o Chennappa, aged about 58 years, house wife, resident of W.No.1, H.No.447, near Panduranga Temple, Sindhigeri village, Kurugodu taluk, Ballari district. 12) K.Devendrappa S/o late Anjinappa, aged about 52 years, R/o W.No.1 near Panduranga Temple, Sindhigeri village, Kurugodu taluk, Ballari district. ....Petitioners And The Tahasildar cum Register of Births and deaths, Taluk office, Ballari. ....Respondent TO WHOMSOEVER IT MAY CONCERN NOTICE WHEREAS above named petitioner herein have instituted above petition under section 13(2) of Births and Deaths Act 1969 before the respondent for the purpose of seeking death certificate of the petitioner No.3's grandfather / aunt by name Edigara Anjinappa, who was died on 03-04-1955 at Sindhigeri village, Kurugodu taluk, Ballari district. Any person interested are here by summoned to appear before this court in person or by pleader duly instructed and able to answer all material questions relating to the petition on 08-01-2026 at 11.00am before this court. In default of your appearance on the date/day of above petition will be heard and determined as 'ex-parte'. Given under my hand and seal of the court on this day of 03-12-2025 By order of the court. Chief ministerial officer HON'BLE V A.C.J & J.M.F.C. COURT, BELLARY. H.Eranna Advocate for Petitioner: [226, 1110, 405, 2347]
tender-ref: ಸಂ.ತಾ.ಮ.ಮ.ಆ/ಇ-ಟೆಂ/02/2025-26 ದಿನಾಂಕ:03.12.2025: [784, 1998, 1127, 2015]
tender-sign: ಸಹಿ/- ಆಯುಕ್ತರು, ಕರ್ನಾಟಕ ಗೃಹ ಮಂಡಳಿ, ಬೆಂಗಳೂರು: [972, 1384, 1109, 1410]
change-of-name-heading: CHANGE OF NAME: [591, 157, 767, 180]
tender-ref: ಸಂ.ಕಕೊಅಮಂ/ಕಾಅ/ಧಾ.ವಿ/ಪಿಎಂ/ಟೆಂ.ಪ್ರ/2025-26/782 ದಿನಾಂಕ:01.12.2025: [784, 1525, 1127, 1541]
yellow-dot: [584, 2355, 597, 2368]
notice-title: PUBLIC NOTICE: [641, 544, 716, 556]
cyan-dot: [544, 2355, 556, 2368]
edition-label: ಹುಬ್ಬಳ್ಳಿ: [1317, 114, 1352, 130]
table-row: 01 ಕರಕುಶಲ ಶಿಕ್ಷಕರು (Craft Resource person) ಎಸ್ ಎಸ್ ಎಲ್ ಸಿ ಅಥವಾ ತತ್ಸಮಾನ ಪರೀಕ್ಷೆಯಲ್ಲಿ ಉತ್ತೀರ್ಣ ಮತ್ತು ಸರಕಾರದಿಂದ ನಡೆಸುವ ಸಂಬಂಧಿಸಿದ ಕ್ಷೇತ್ರದಲ್ಲಿ ಸರ್ಟಿಫಿಕೇಟ್ ಕೋರ್ಸ್ ಅಥವಾ ಅಥವಾ ತತ್ಸಮಾನ ಪರೀಕ್ಷೆಯಲ್ಲಿ ಉತ್ತೀರ್ಣ 01 12000 ರೂ.: [52, 390, 573, 457]
change-of-name-text: I, GEETHA CHANDRASHEKER SHETTY (Old Name) Resident of H No: 37 Ashrith Shirur Park Vidya Nagar Hubli 580021 (address), have changed my name as GEETHA CHANDRASHEKAR SHETTY (New Name) henceforth I will be called and recognized by new name for all future purposes, dated: 03/12/2025.: [416, 791, 574, 1022]
col-pay: ಮಾಸಿಕ ವೇತನ(ರೂ): [504, 361, 573, 390]
phone: Phone: 08488-221202: [1275, 1973, 1368, 1982]
tender-body: ಕರ್ನಾಟಕ ಗೃಹ ಮಂಡಳಿ ಯೋಜನೆಗಳ ಮೂಲಕ ಗೃಹಮಂಡಳಿಗೆ ಸೇರಿದ ಹುಬ್ಬಳ್ಳಿ ವಿಭಾಗ ವ್ಯಾಪ್ತಿಯ ಯೋಜನಾ ನಿರ್ವಹಣಾ ಸಲಹಾಗಾರರ (PMC) ಸೇವೆಗಳನ್ನು ಪಡೆಯಲು ಕೆಪಿಪಿ ಪೋರ್ಟಲ್ ಮೂಲಕ ಟೆಂಡರ್ ಆಹ್ವಾನಿಸಲಾಗಿದೆ. ಟೆಂಡರ್ ಸಂಖ್ಯೆ: KHB/CE/PMC/BNU-Phase-2/KHB/2025-26/SE0317 Dated: 27.11.2025. ಟೆಂಡರ್ ಸಲ್ಲಿಸಲು ಕೊನೆಯ ದಿನಾಂಕ: 10.12.2025 ಸಂಜೆ 4.00 ಗಂಟೆಯವರೆಗೆ. ಹೆಚ್ಚಿನ ವಿವರಗಳಿಗೆ ದೂರವಾಣಿ: 080-2227351 / 080-2210007 Website: https://kppp.karnataka.gov.in: [784, 1167, 1127, 1256]
yellow-dot: [1396, 2355, 1409, 2368]
date-block: [1311, 70, 1528, 134]
v-addl-court-notice-1: IN THE COURT OF THE V ADDITIONAL CIVIL JUDGE & J.M.F.C. AT BALLARI Crl. M.C.NO. 1106 OF 2025 Between: 1) Smt. Rangamma W/o late Narayanappa, aged about 51 years, 2) Edigara Dodda Rangaswamy S/o late Narayanappa, aged about 39 years, 3) Rangaswamy S/o late Narayanappa, aged about 30 years, NO.1 to 3 are R/o No.197/2, Panduranga Nagar, Sindhigeri village, Kurugodu taluk, Ballari district. 4) Smt.Radhamma W/o Thippanna, D/o Late Narayanappa aged about 38 years, resident of Kyadigihal village, Kurugodu taluk, Ballari district. 5) Smt.Jayashree W/o E.Shekar, aged about 25 years, house wife R/o No.240, W.No.2, Byluvaddigeri village, Hosapete taluk, Vijayanagara district. 6) Edigara Anjinappa S/o Late Krishnappa @ Krishnayya, aged about 42 years, 7) Smt.Jayamma W/o Hanumanthappa, D/o Late Krishnappa @ Krishnayya, aged about 47 years, house wife, resident of 2nd ward, Kurlagundi village, Ballari taluk and district. 8) Smt.Kamalamma W/o late E.Suresh, aged about 35 years, house wife, 9) Minor Mallikarjuna S/o late E.Suresh, aged about 16 years, student, 10) Minor E.Anjali D/o late E.Suresh, aged about 15 years, Petitioner No.8 and 9 are the minors since minors represented by their natural guardian and mother Smt.Kamalamma W/o Late E.Suresh and petitioner No.6 to 9 are the R/o W.No.1, near Panduranga Temple, Sindhigeri village, Kurugodu taluk, Ballari district. 11) Smt.Maremma W/o Chennappa, aged about 58 years, house wife, resident of W.No.1, H.No.447, near Panduranga Temple, Sindhigeri village, Kurugodu taluk, Ballari district. 12) K.Devendrappa S/o late Anjinappa, aged about 52 years, R/o W.No.1 near Panduranga Temple, Sindhigeri village, Kurugodu taluk, Ballari district. ....Petitioners And The Tahasildar cum Register of Births and deaths, Taluk office, Ballari. ....Respondent TO WHOMSOEVER IT MAY CONCERN NOTICE WHEREAS above named petitioner herein have instituted above petition under section 13(2) of Births and Deaths Act 1969 before the respondent for the purpose of seeking death certificate of the petitioner No.3's grandfather / aunt by name Edigara Anjinappa, who was died on 03-04-1955 at Sindhigeri village, Kurugodu taluk, Ballari district. Any person interested are here by summoned to appear before this court in person or by pleader duly instructed and able to answer all material questions relating to the petition on 08-01-2026 at 11.00am before this court. In default of your appearance on the date/day of above petition will be heard and determined as 'ex-parte'. Given under my hand and seal of the court on this day of 03-12-2025 By order of the court. Chief ministerial officer HON'BLE V A.C.J & J.M.F.C. COURT, BELLARY. H.Eranna Advocate for Petitioner: [43, 1110, 223, 2347]
readers-notice-text: ಪ್ರತಿಕೂಲವಾದ ಪ್ರಕಟಣೆಗಳನ್ನು ವಾಣಿಜ್ಯೋದ್ಯಮ ವ್ಯಾಪಾರದ ಅವಕಾಶ ಕುರಿತು ಜಾಹೀರಾತುಗಳಿಗೆ ಪ್ರತಿಕ್ರಿಯಿಸುವ ಮುನ್ನ ಓದುಗರು ಸೂಕ್ತ ವಿಚಾರಣೆ ನಡೆಸುವುದು ಒಳಿತು. ಇದಕ್ಕೆ ಪತ್ರಿಕೆ ಜವಾಬ್ದಾರಿಯಲ್ಲ.: [1149, 438, 1306, 520]
change-of-name-8: [408, 764, 582, 1036]
promo-title: ಹೊಸದಿಗಂತ: [182, 1048, 292, 1080]
health-logo-icon: [783, 1927, 827, 1978]
change-of-name-heading: CHANGE OF NAME: [408, 764, 582, 784]
table-row: 04 ಆಂಗ್ಲ ಭಾಷಾ ಶಿಕ್ಷಕರು ಬಿ.ಎ, ಬಿಎಡ್ ಜೊತೆಗೆ ಇಂಗ್ಲೀಷ್ ವಿಷಯದಲ್ಲಿ 01 12000 ರೂ.: [52, 581, 573, 620]
tender-title: ಇ-ಟೆಂಡರ್ ಪ್ರಕಟಣೆ: [909, 2019, 1002, 2035]
state: ರಾಜ್ಯ : ಕರ್ನಾಟಕ: [1398, 1973, 1446, 1982]
v-addl-court-notice-3: IN THE COURT OF THE V ADDITIONAL CIVIL JUDGE & J.M.F.C. AT BALLARI Crl. M.C.NO. 1109 OF 2025 Between: 1) Smt. Rangamma W/o late Narayanappa, aged about 51 years, 2) Edigara Dodda Rangaswamy S/o late Narayanappa, aged about 39 years, 3) Rangaswamy S/o late Narayanappa, aged about 30 years, NO.1 to 3 are R/o No.197/2, Panduranga Nagar, Sindhigeri village, Kurugodu taluk, Ballari district. 4) Smt.Radhamma W/o Thippanna, D/o Late Narayanappa aged about 38 years, resident of Kyadigihal village, Kurugodu taluk, Ballari district. 5) Smt.Jayashree W/o E.Shekar, aged about 25 years, house wife R/o No.240, W.No.2, Byluvaddigeri village, Hosapete taluk, Vijayanagara district. 6) Edigara Anjinappa S/o Late Krishnappa @ Krishnayya, aged about 42 years, 7) Smt.Jayamma W/o Hanumanthappa, D/o Late Krishnappa @ Krishnayya, aged about 47 years, house wife, resident of 2nd ward, Kurlagundi village, Ballari taluk and district. 8) Smt.Kamalamma W/o late E.Suresh, aged about 35 years, house wife, 9) Minor Mallikarjuna S/o late E.Suresh, aged about 16 years, student, 10) Minor E.Anjali D/o late E.Suresh, aged about 15 years, Petitioner No.8 and 9 are the minors since minors represented by their natural guardian and mother Smt.Kamalamma W/o Late E.Suresh and petitioner No.6 to 9 are the R/o W.No.1, near Panduranga Temple, Sindhigeri village, Kurugodu taluk, Ballari district. 11) Smt.Maremma W/o Chennappa, aged about 58 years, house wife, resident of W.No.1, H.No.447, near Panduranga Temple, Sindhigeri village, Kurugodu taluk, Ballari district. 12) K.Devendrappa S/o late Anjinappa, aged about 52 years, R/o W.No.1 near Panduranga Temple, Sindhigeri village, Kurugodu taluk, Ballari district. ....Petitioners And The Tahasildar cum Register of Births and deaths, Taluk office, Ballari. ....Respondent TO WHOMSOEVER IT MAY CONCERN NOTICE WHEREAS above named petitioner herein have instituted above petition under section 13(2) of Births and Deaths Act 1969 before the respondent for the purpose of seeking death certificate of the petitioner No.3's grandfather / aunt by name Edigara Anjinappa, who was died on 03-04-1955 at Sindhigeri village, Kurugodu taluk, Ballari district. Any person interested are here by summoned to appear before this court in person or by pleader duly instructed and able to answer all material questions relating to the petition on 08-01-2026 at 11.00am before this court. In default of your appearance on the date/day of above petition will be heard and determined as 'ex-parte'. Given under my hand and seal of the court on this day of 03-12-2025 By order of the court. Chief ministerial officer HON'BLE V A.C.J & J.M.F.C. COURT, BELLARY. H.Eranna Advocate for Petitioner: [408, 1110, 587, 2347]
change-of-name-text: I, IKRAMUL HAQUE (Old Name) R/o H.No. 428, Haliyal Road, Dandeli-581325 have changed my name as IKRAMULHAQUE MUNGERI (New Name) vide affidavit sworn before notary S.F. Huilgol on 02/12/2025: [601, 185, 756, 400]
notice-body: ರಾಷ್ಟ್ರೀಯ ದಿವಾಣಿ ನ್ಯಾಯಾಧೀಶರು ಹಾಗೂ ಜೆ.ಎಂ.ಎಫ್.ಸಿ ನ್ಯಾಯಾಲಯ ಸಿಂದಗಿ ಸಮಕ್ಷಮ. ಅರ್ಜಿದಾರರು: 1) ಶ್ರೀಶೈಲ ತಂದೆ ಗಿರಿಮಲ್ಲಪ್ಪ ಅಂಬಾಡಿಗೇರಿ ವಯಸ್ಸು 37 ವರ್ಷ, ಉದ್ಯೋಗ: ಒಕ್ಕಲುತನ. ಪ್ರತಿವಾದಿಗಳು : ಜನನ ಮರಣ ನೋಂದಣಾಧಿಕಾರಿ ತಹಶೀಲ್ದಾರರು ಸಿಂದಗಿ. ದಿನಾಂಕ 09/09/2025 ರಂದು ನ್ಯಾಯಾಲಯದ ಮುದ್ರೆಯೊಂದಿಗೆ ನೀಡಲಾಗಿದೆ. ಶಿರಸ್ತೇದಾರರು ಶ್ರೀ ಜಿ. ಬಿ. ಪಾಟೀಲ ನ್ಯಾಯವಾದಿಗಳು.: [1329, 1252, 1492, 1375]
tender-sign: ಸಹಿ/- ಆಡಳಿತ ವೈದ್ಯಾಧಿಕಾರಿಗಳು, ತಾಯಿ ಮತ್ತು ಮಕ್ಕಳ ಆಸ್ಪತ್ರೆ ಬೈಲಹೊಂಗಲ: [939, 2289, 1122, 2313]
tender-body: ತಾಯಿ ಮತ್ತು ಮಕ್ಕಳ ಆಸ್ಪತ್ರೆ ಬೈಲಹೊಂಗಲದ ಇಲಾಖೆಗೆ ಸನ್ 2025-26 ನೇ ಸಾಲಿನ ಆಹಾರದ ಸಾಮಗ್ರಿಗಳನ್ನು ಒದಗಿಸಲು ಇ-ಪ್ರೊಕ್ಯೂರ್‌ಮೆಂಟ್ ಮೂಲಕ ಟೆಂಡರ್ ಆಹ್ವಾನಿಸಲಾಗಿದೆ. ದಿನಾಂಕ:05.12.2025 ರಿಂದ 19.12.2025 ರ ಸಾಯಂಕಾಲ 5.00 ಗಂಟೆಯೊಳಗಾಗಿ ಇ-ಪ್ರೊಕ್ಯೂರ್‌ಮೆಂಟ್ ವೆಬ್‌ಸೈಟ್ www.kppp.karnataka.gov.in ದಲ್ಲಿ ಟೆಂಡರ್ ಸಲ್ಲಿಸಬಹುದು. ತಾಂತ್ರಿಕ ಬಿಡ್ ದಿನಾಂಕ: 22.12.2025 ರಂದು 11.00 ಗಂಟೆಗೆ ತೆರೆಯಲಾಗುವುದು.: [784, 2044, 1127, 2146]
notice-addressee: To, The Registrar of Birth and Death, City Municipal Corporation, Ballari: [598, 509, 759, 544]
tender-ref-2: DIPR/BGM/RO-NO-1422/KSMCA/2025-26: [784, 2329, 925, 2338]
